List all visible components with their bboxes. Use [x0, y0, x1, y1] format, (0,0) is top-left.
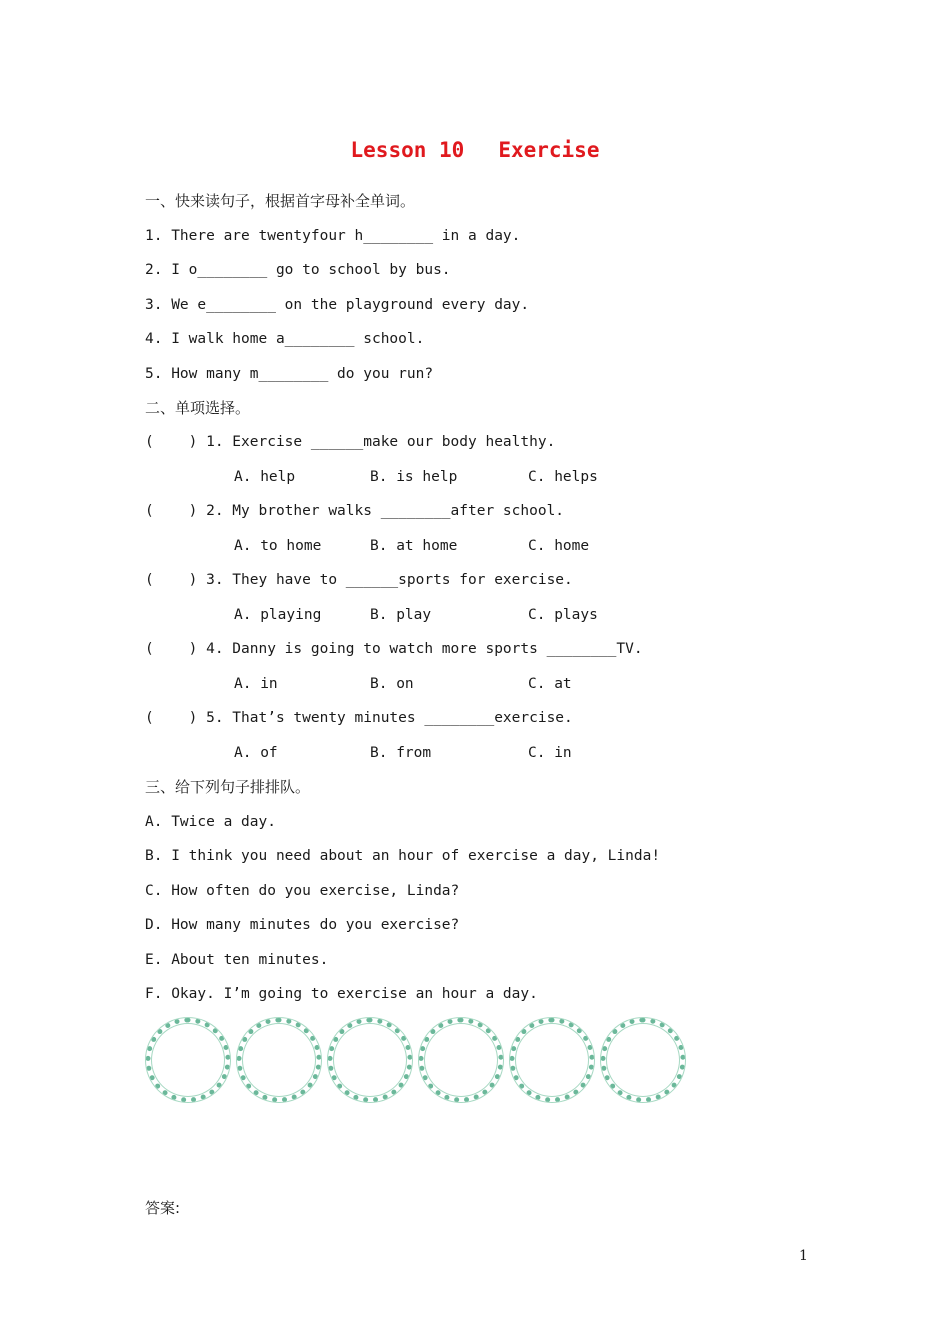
answer-circle: [601, 1018, 685, 1102]
sentence-item: F. Okay. I’m going to exercise an hour a day.: [145, 986, 538, 1002]
option-b: B. play: [370, 607, 432, 623]
option-a: A. in: [234, 676, 278, 692]
answer-circle: [510, 1018, 594, 1102]
option-c: C. home: [528, 538, 590, 554]
option-c: C. plays: [528, 607, 598, 623]
section1-item: 1. There are twentyfour h________ in a day.: [145, 228, 521, 244]
section3-heading: 三、给下列句子排排队。: [145, 778, 311, 796]
answer-circle: [419, 1018, 503, 1102]
sentence-item: D. How many minutes do you exercise?: [145, 917, 460, 933]
question-stem: ( ) 3. They have to ______sports for exercise.: [145, 572, 573, 588]
page-number: 1: [799, 1248, 808, 1264]
option-c: C. at: [528, 676, 572, 692]
section2-heading: 二、单项选择。: [145, 399, 251, 417]
answer-circle: [146, 1018, 230, 1102]
section1-item: 3. We e________ on the playground every day.: [145, 297, 530, 313]
lesson-title: [0, 138, 950, 162]
sentence-item: E. About ten minutes.: [145, 952, 329, 968]
option-b: B. at home: [370, 538, 458, 554]
title-exercise: Exercise: [498, 138, 600, 162]
option-a: A. playing: [234, 607, 322, 623]
answer-circle: [237, 1018, 321, 1102]
option-a: A. help: [234, 469, 296, 485]
sentence-item: C. How often do you exercise, Linda?: [145, 883, 460, 899]
option-b: B. is help: [370, 469, 458, 485]
option-b: B. on: [370, 676, 414, 692]
option-b: B. from: [370, 745, 432, 761]
option-a: A. of: [234, 745, 278, 761]
answer-circles: [146, 1018, 691, 1104]
answer-circle: [328, 1018, 412, 1102]
title-lesson: Lesson 10: [350, 138, 465, 162]
answers-heading: 答案:: [145, 1199, 181, 1217]
sentence-item: B. I think you need about an hour of exercise a day, Linda!: [145, 848, 661, 864]
option-c: C. in: [528, 745, 572, 761]
section1-item: 5. How many m________ do you run?: [145, 366, 434, 382]
section1-item: 2. I o________ go to school by bus.: [145, 262, 451, 278]
question-stem: ( ) 5. That’s twenty minutes ________exercise.: [145, 710, 573, 726]
section1-heading: 一、快来读句子，根据首字母补全单词。: [145, 192, 416, 210]
option-c: C. helps: [528, 469, 598, 485]
question-stem: ( ) 4. Danny is going to watch more sports ________TV.: [145, 641, 643, 657]
option-a: A. to home: [234, 538, 322, 554]
section1-item: 4. I walk home a________ school.: [145, 331, 425, 347]
question-stem: ( ) 1. Exercise ______make our body healthy.: [145, 434, 556, 450]
sentence-item: A. Twice a day.: [145, 814, 276, 830]
question-stem: ( ) 2. My brother walks ________after school.: [145, 503, 565, 519]
